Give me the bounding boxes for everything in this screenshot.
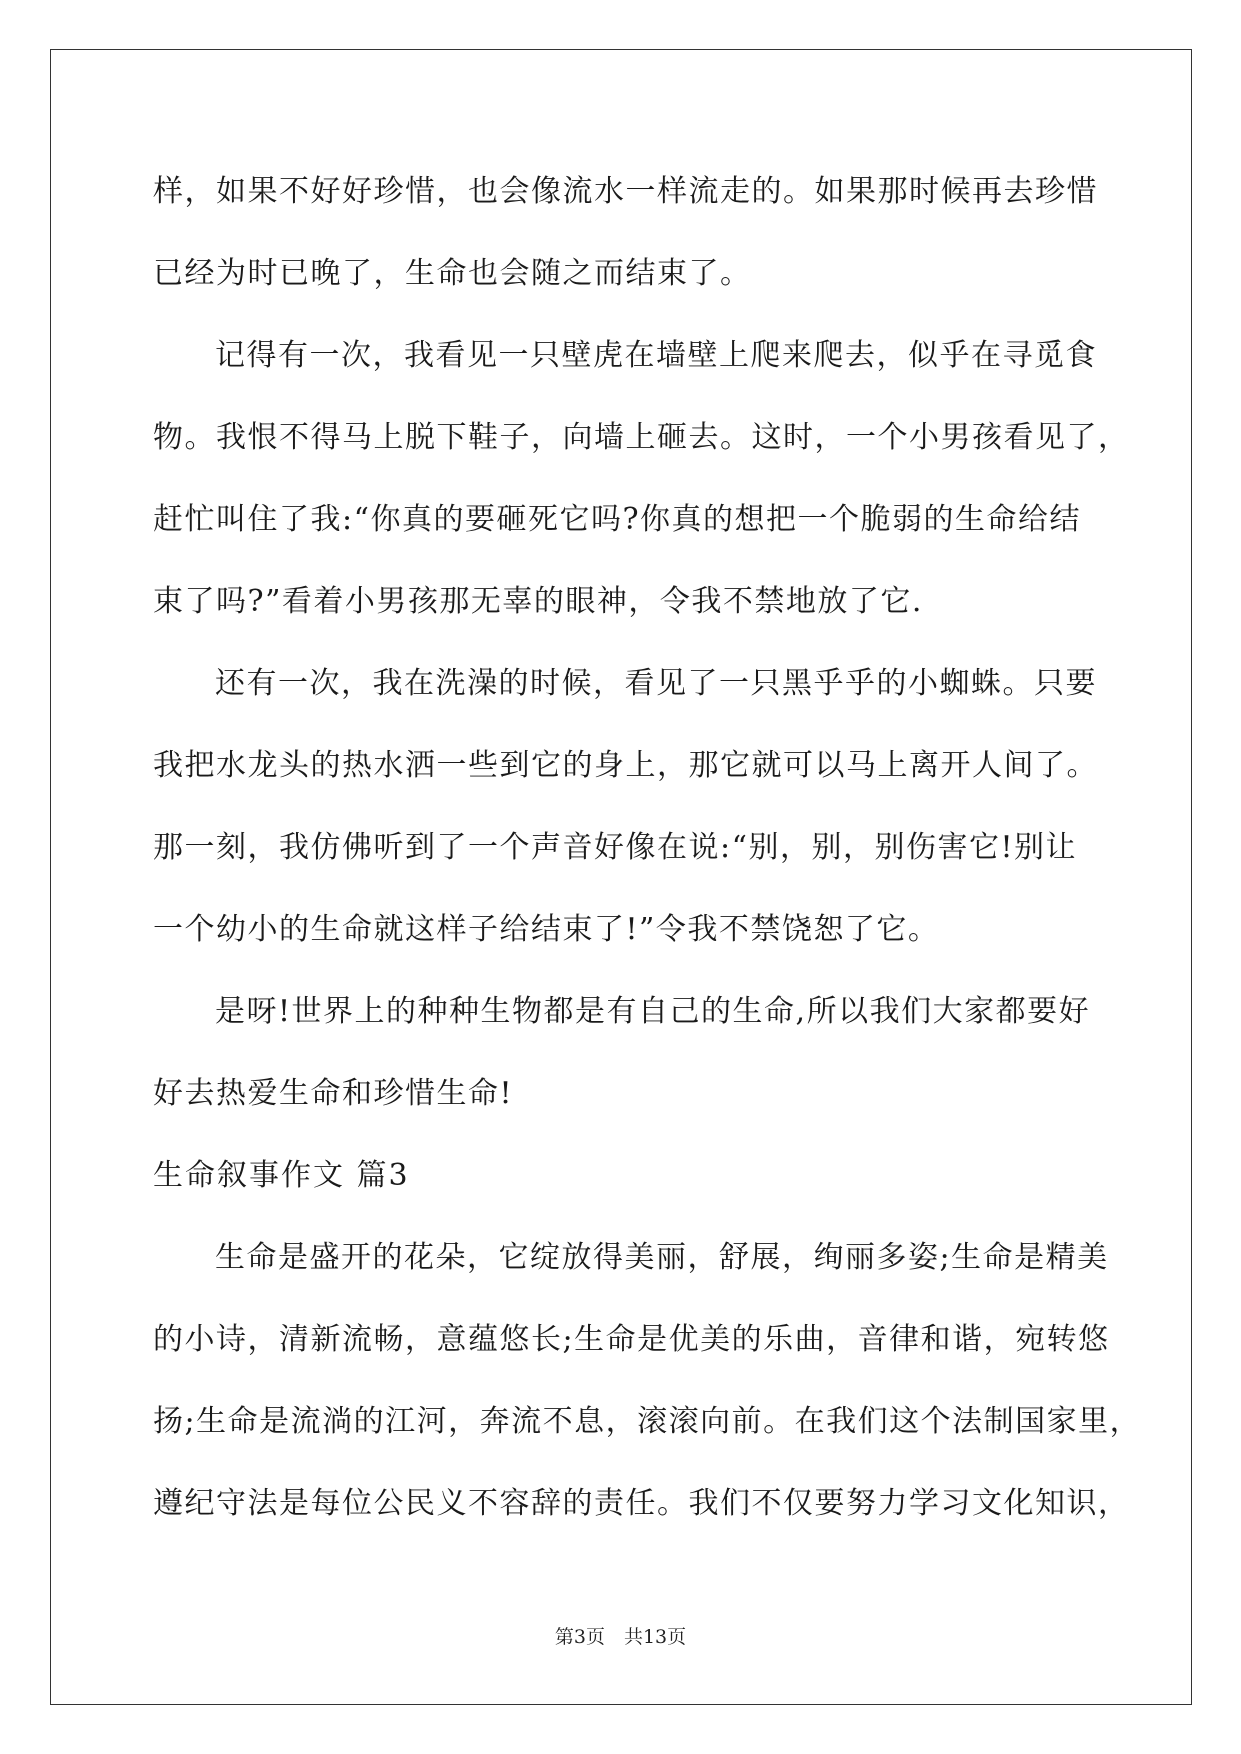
text-line: 样，如果不好好珍惜，也会像流水一样流走的。如果那时候再去珍惜: [153, 174, 1098, 209]
text-line: 记得有一次，我看见一只壁虎在墙壁上爬来爬去，似乎在寻觅食: [215, 338, 1097, 373]
text-line: 束了吗?”看着小男孩那无辜的眼神，令我不禁地放了它.: [153, 584, 923, 619]
text-line: 生命是盛开的花朵，它绽放得美丽，舒展，绚丽多姿;生命是精美: [215, 1240, 1109, 1275]
text-line: 的小诗，清新流畅，意蕴悠长;生命是优美的乐曲，音律和谐，宛转悠: [153, 1322, 1110, 1357]
document-body: [153, 162, 1142, 1556]
text-line: 还有一次，我在洗澡的时候，看见了一只黑乎乎的小蜘蛛。只要: [215, 666, 1097, 701]
text-line: 物。我恨不得马上脱下鞋子，向墙上砸去。这时，一个小男孩看见了，: [153, 420, 1130, 455]
text-line: 已经为时已晚了，生命也会随之而结束了。: [153, 256, 752, 291]
text-line: 那一刻，我仿佛听到了一个声音好像在说:“别，别，别伤害它!别让: [153, 830, 1077, 865]
page-number: 第3页 共13页: [554, 1626, 687, 1648]
text-line: 是呀!世界上的种种生物都是有自己的生命,所以我们大家都要好: [215, 994, 1091, 1029]
text-line: 遵纪守法是每位公民义不容辞的责任。我们不仅要努力学习文化知识，: [153, 1486, 1130, 1521]
text-line: 好去热爱生命和珍惜生命!: [153, 1076, 514, 1111]
section-heading: 生命叙事作文 篇3: [153, 1158, 410, 1193]
text-line: 扬;生命是流淌的江河，奔流不息，滚滚向前。在我们这个法制国家里，: [153, 1404, 1142, 1439]
text-line: 一个幼小的生命就这样子给结束了!”令我不禁饶恕了它。: [153, 912, 940, 947]
text-line: 我把水龙头的热水洒一些到它的身上，那它就可以马上离开人间了。: [153, 748, 1098, 783]
text-line: 赶忙叫住了我:“你真的要砸死它吗?你真的想把一个脆弱的生命给结: [153, 502, 1082, 537]
